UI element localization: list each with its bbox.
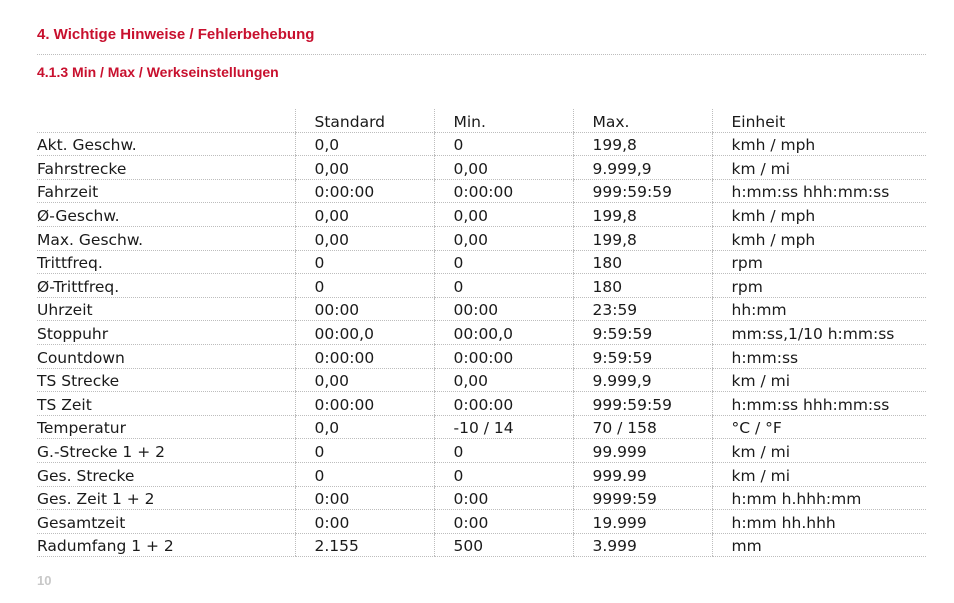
table-row [37, 486, 926, 510]
table-cell: 0 [434, 132, 573, 156]
table-cell: 199,8 [573, 226, 712, 250]
table-cell: 0 [434, 439, 573, 463]
table-cell: rpm [712, 250, 926, 274]
table-cell: 0,00 [295, 156, 434, 180]
table-row [37, 132, 926, 156]
table-cell: 0 [295, 462, 434, 486]
row-label: Ø-Trittfreq. [37, 274, 295, 298]
table-cell: h:mm:ss hhh:mm:ss [712, 179, 926, 203]
table-cell: h:mm h.hhh:mm [712, 486, 926, 510]
table-row [37, 321, 926, 345]
table-cell: kmh / mph [712, 132, 926, 156]
row-label: Ø-Geschw. [37, 203, 295, 227]
row-label: Radumfang 1 + 2 [37, 533, 295, 557]
table-cell: 00:00,0 [434, 321, 573, 345]
table-cell: 0,0 [295, 132, 434, 156]
table-cell: 0:00 [295, 486, 434, 510]
column-header [37, 109, 295, 132]
table-cell: 0 [295, 250, 434, 274]
row-label: Countdown [37, 344, 295, 368]
table-body [37, 132, 926, 557]
table-cell: 23:59 [573, 297, 712, 321]
table-row [37, 274, 926, 298]
table-row [37, 344, 926, 368]
table-cell: 0 [434, 274, 573, 298]
table-cell: 0,00 [295, 203, 434, 227]
table-cell: 9:59:59 [573, 344, 712, 368]
table-cell: 0,00 [434, 156, 573, 180]
table-cell: 0:00 [434, 510, 573, 534]
table-cell: 0,0 [295, 415, 434, 439]
row-label: Trittfreq. [37, 250, 295, 274]
table-cell: kmh / mph [712, 226, 926, 250]
table-cell: 0:00:00 [295, 392, 434, 416]
row-label: TS Strecke [37, 368, 295, 392]
table-cell: 9:59:59 [573, 321, 712, 345]
table-row [37, 392, 926, 416]
row-label: TS Zeit [37, 392, 295, 416]
table-cell: km / mi [712, 462, 926, 486]
table-cell: -10 / 14 [434, 415, 573, 439]
column-header: Standard [295, 109, 434, 132]
table-cell: 500 [434, 533, 573, 557]
table-cell: 0 [295, 439, 434, 463]
table-cell: 199,8 [573, 132, 712, 156]
table-cell: 00:00,0 [295, 321, 434, 345]
row-label: Fahrstrecke [37, 156, 295, 180]
table-cell: mm:ss,1/10 h:mm:ss [712, 321, 926, 345]
table-cell: 0,00 [434, 368, 573, 392]
column-header: Max. [573, 109, 712, 132]
table-cell: mm [712, 533, 926, 557]
table-cell: 0 [434, 462, 573, 486]
table-cell: 0:00 [295, 510, 434, 534]
row-label: Uhrzeit [37, 297, 295, 321]
table-cell: 999.99 [573, 462, 712, 486]
table-cell: 180 [573, 274, 712, 298]
table-cell: km / mi [712, 439, 926, 463]
table-cell: 999:59:59 [573, 179, 712, 203]
table-cell: h:mm:ss [712, 344, 926, 368]
table-row [37, 439, 926, 463]
table-cell: kmh / mph [712, 203, 926, 227]
row-label: G.-Strecke 1 + 2 [37, 439, 295, 463]
table-cell: 199,8 [573, 203, 712, 227]
table-cell: 0,00 [295, 226, 434, 250]
table-cell: 180 [573, 250, 712, 274]
table-cell: 0:00 [434, 486, 573, 510]
table-cell: km / mi [712, 368, 926, 392]
table-cell: 2.155 [295, 533, 434, 557]
page-number: 10 [37, 573, 52, 588]
table-cell: 0,00 [295, 368, 434, 392]
table-cell: °C / °F [712, 415, 926, 439]
row-label: Gesamtzeit [37, 510, 295, 534]
row-label: Ges. Strecke [37, 462, 295, 486]
row-label: Akt. Geschw. [37, 132, 295, 156]
row-label: Temperatur [37, 415, 295, 439]
table-row [37, 533, 926, 557]
table-cell: km / mi [712, 156, 926, 180]
table-cell: h:mm:ss hhh:mm:ss [712, 392, 926, 416]
table-cell: 00:00 [434, 297, 573, 321]
table-header-row [37, 109, 926, 132]
table-cell: 99.999 [573, 439, 712, 463]
table-cell: 9.999,9 [573, 156, 712, 180]
table-row [37, 203, 926, 227]
section-heading: 4. Wichtige Hinweise / Fehlerbehebung [37, 26, 315, 43]
settings-table [37, 109, 926, 557]
table-cell: 0:00:00 [434, 179, 573, 203]
table-cell: 70 / 158 [573, 415, 712, 439]
table-cell: 0,00 [434, 203, 573, 227]
table-row [37, 179, 926, 203]
table-cell: 999:59:59 [573, 392, 712, 416]
table-cell: 00:00 [295, 297, 434, 321]
table-cell: h:mm hh.hhh [712, 510, 926, 534]
table-cell: rpm [712, 274, 926, 298]
table-cell: 19.999 [573, 510, 712, 534]
table-cell: 0 [434, 250, 573, 274]
table-cell: 0:00:00 [434, 392, 573, 416]
subsection-heading: 4.1.3 Min / Max / Werkseinstellungen [37, 64, 279, 80]
heading-divider [37, 54, 926, 55]
table-cell: 3.999 [573, 533, 712, 557]
table-cell: 9.999,9 [573, 368, 712, 392]
table-row [37, 226, 926, 250]
row-label: Fahrzeit [37, 179, 295, 203]
row-label: Ges. Zeit 1 + 2 [37, 486, 295, 510]
table-row [37, 156, 926, 180]
table-cell: 0:00:00 [295, 344, 434, 368]
table-cell: 0,00 [434, 226, 573, 250]
column-header: Einheit [712, 109, 926, 132]
column-header: Min. [434, 109, 573, 132]
row-label: Stoppuhr [37, 321, 295, 345]
table-row [37, 510, 926, 534]
table-cell: 9999:59 [573, 486, 712, 510]
table-row [37, 368, 926, 392]
table-row [37, 462, 926, 486]
table-cell: 0:00:00 [434, 344, 573, 368]
table-cell: 0:00:00 [295, 179, 434, 203]
table-row [37, 415, 926, 439]
table-row [37, 250, 926, 274]
table-cell: hh:mm [712, 297, 926, 321]
table-row [37, 297, 926, 321]
table-cell: 0 [295, 274, 434, 298]
row-label: Max. Geschw. [37, 226, 295, 250]
